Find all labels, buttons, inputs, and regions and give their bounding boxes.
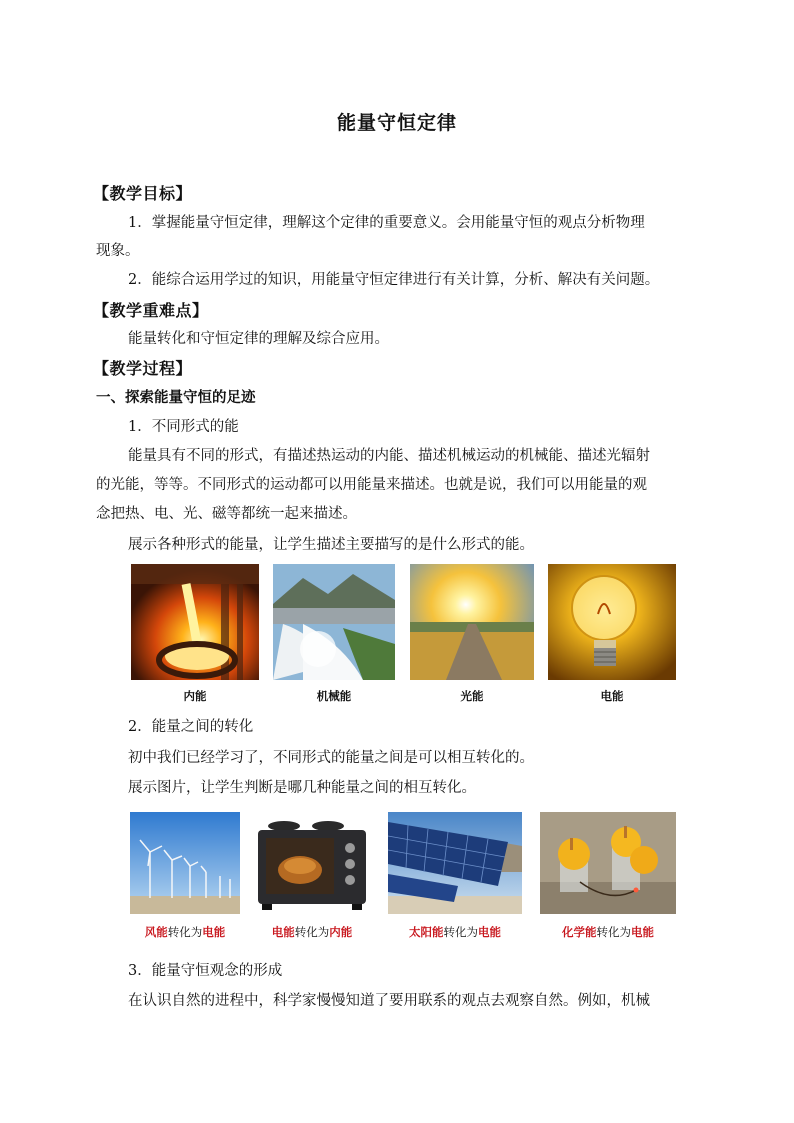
goals-heading: 【教学目标】 (93, 184, 193, 203)
caption-light-energy: 光能 (460, 689, 484, 703)
difficulty-heading: 【教学重难点】 (93, 301, 209, 320)
energy-source-label: 电能 (271, 925, 295, 939)
caption-internal-energy: 内能 (183, 689, 207, 703)
molten-steel-image (131, 564, 259, 680)
paragraph-1-line-1: 能量具有不同的形式，有描述热运动的内能、描述机械运动的机械能、描述光辐射 (128, 448, 650, 464)
light-bulb-image (548, 564, 676, 680)
energy-source-label: 风能 (144, 925, 168, 939)
wind-turbines-image (130, 812, 240, 914)
paragraph-2: 展示各种形式的能量，让学生描述主要描写的是什么形式的能。 (128, 537, 534, 553)
conversion-label: 转化为 (167, 925, 203, 939)
sunlight-road-image (410, 564, 534, 680)
paragraph-1-line-2: 的光能，等等。不同形式的运动都可以用能量来描述。也就是说，我们可以用能量的观 (96, 477, 647, 493)
energy-target-label: 电能 (202, 925, 226, 939)
caption-chemical-to-electric (540, 924, 676, 940)
energy-source-label: 太阳能 (409, 925, 444, 939)
caption-wind-to-electric (130, 924, 240, 940)
energy-target-label: 电能 (631, 925, 654, 939)
conversion-label: 转化为 (294, 925, 330, 939)
process-heading: 【教学过程】 (93, 359, 193, 378)
energy-target-label: 电能 (478, 925, 501, 939)
part-1-heading: 一、探索能量守恒的足迹 (96, 390, 256, 406)
electric-oven-image (254, 812, 370, 914)
caption-electric-energy: 电能 (600, 689, 624, 703)
paragraph-1-line-3: 念把热、电、光、磁等都统一起来描述。 (96, 506, 357, 522)
fruit-battery-image (540, 812, 676, 914)
dam-waterfall-image (273, 564, 395, 680)
paragraph-5: 在认识自然的进程中，科学家慢慢知道了要用联系的观点去观察自然。例如，机械 (128, 993, 650, 1009)
conversion-label: 转化为 (596, 925, 631, 939)
energy-target-label: 内能 (329, 925, 353, 939)
caption-solar-to-electric (388, 924, 522, 940)
difficulty-text: 能量转化和守恒定律的理解及综合应用。 (128, 331, 389, 347)
goal-1-line-1: 1．掌握能量守恒定律，理解这个定律的重要意义。会用能量守恒的观点分析物理 (128, 215, 645, 231)
paragraph-3: 初中我们已经学习了，不同形式的能量之间是可以相互转化的。 (128, 750, 534, 766)
subsection-2: 2．能量之间的转化 (128, 719, 254, 735)
solar-panels-image (388, 812, 522, 914)
conversion-label: 转化为 (443, 925, 478, 939)
goal-2: 2．能综合运用学过的知识，用能量守恒定律进行有关计算，分析、解决有关问题。 (128, 272, 660, 288)
paragraph-4: 展示图片，让学生判断是哪几种能量之间的相互转化。 (128, 780, 476, 796)
goal-1-line-2: 现象。 (96, 243, 140, 259)
page-title: 能量守恒定律 (336, 112, 457, 134)
subsection-3: 3．能量守恒观念的形成 (128, 963, 283, 979)
subsection-1: 1．不同形式的能 (128, 419, 239, 435)
caption-mechanical-energy: 机械能 (316, 689, 352, 703)
energy-source-label: 化学能 (562, 925, 597, 939)
caption-electric-to-internal (254, 924, 370, 940)
